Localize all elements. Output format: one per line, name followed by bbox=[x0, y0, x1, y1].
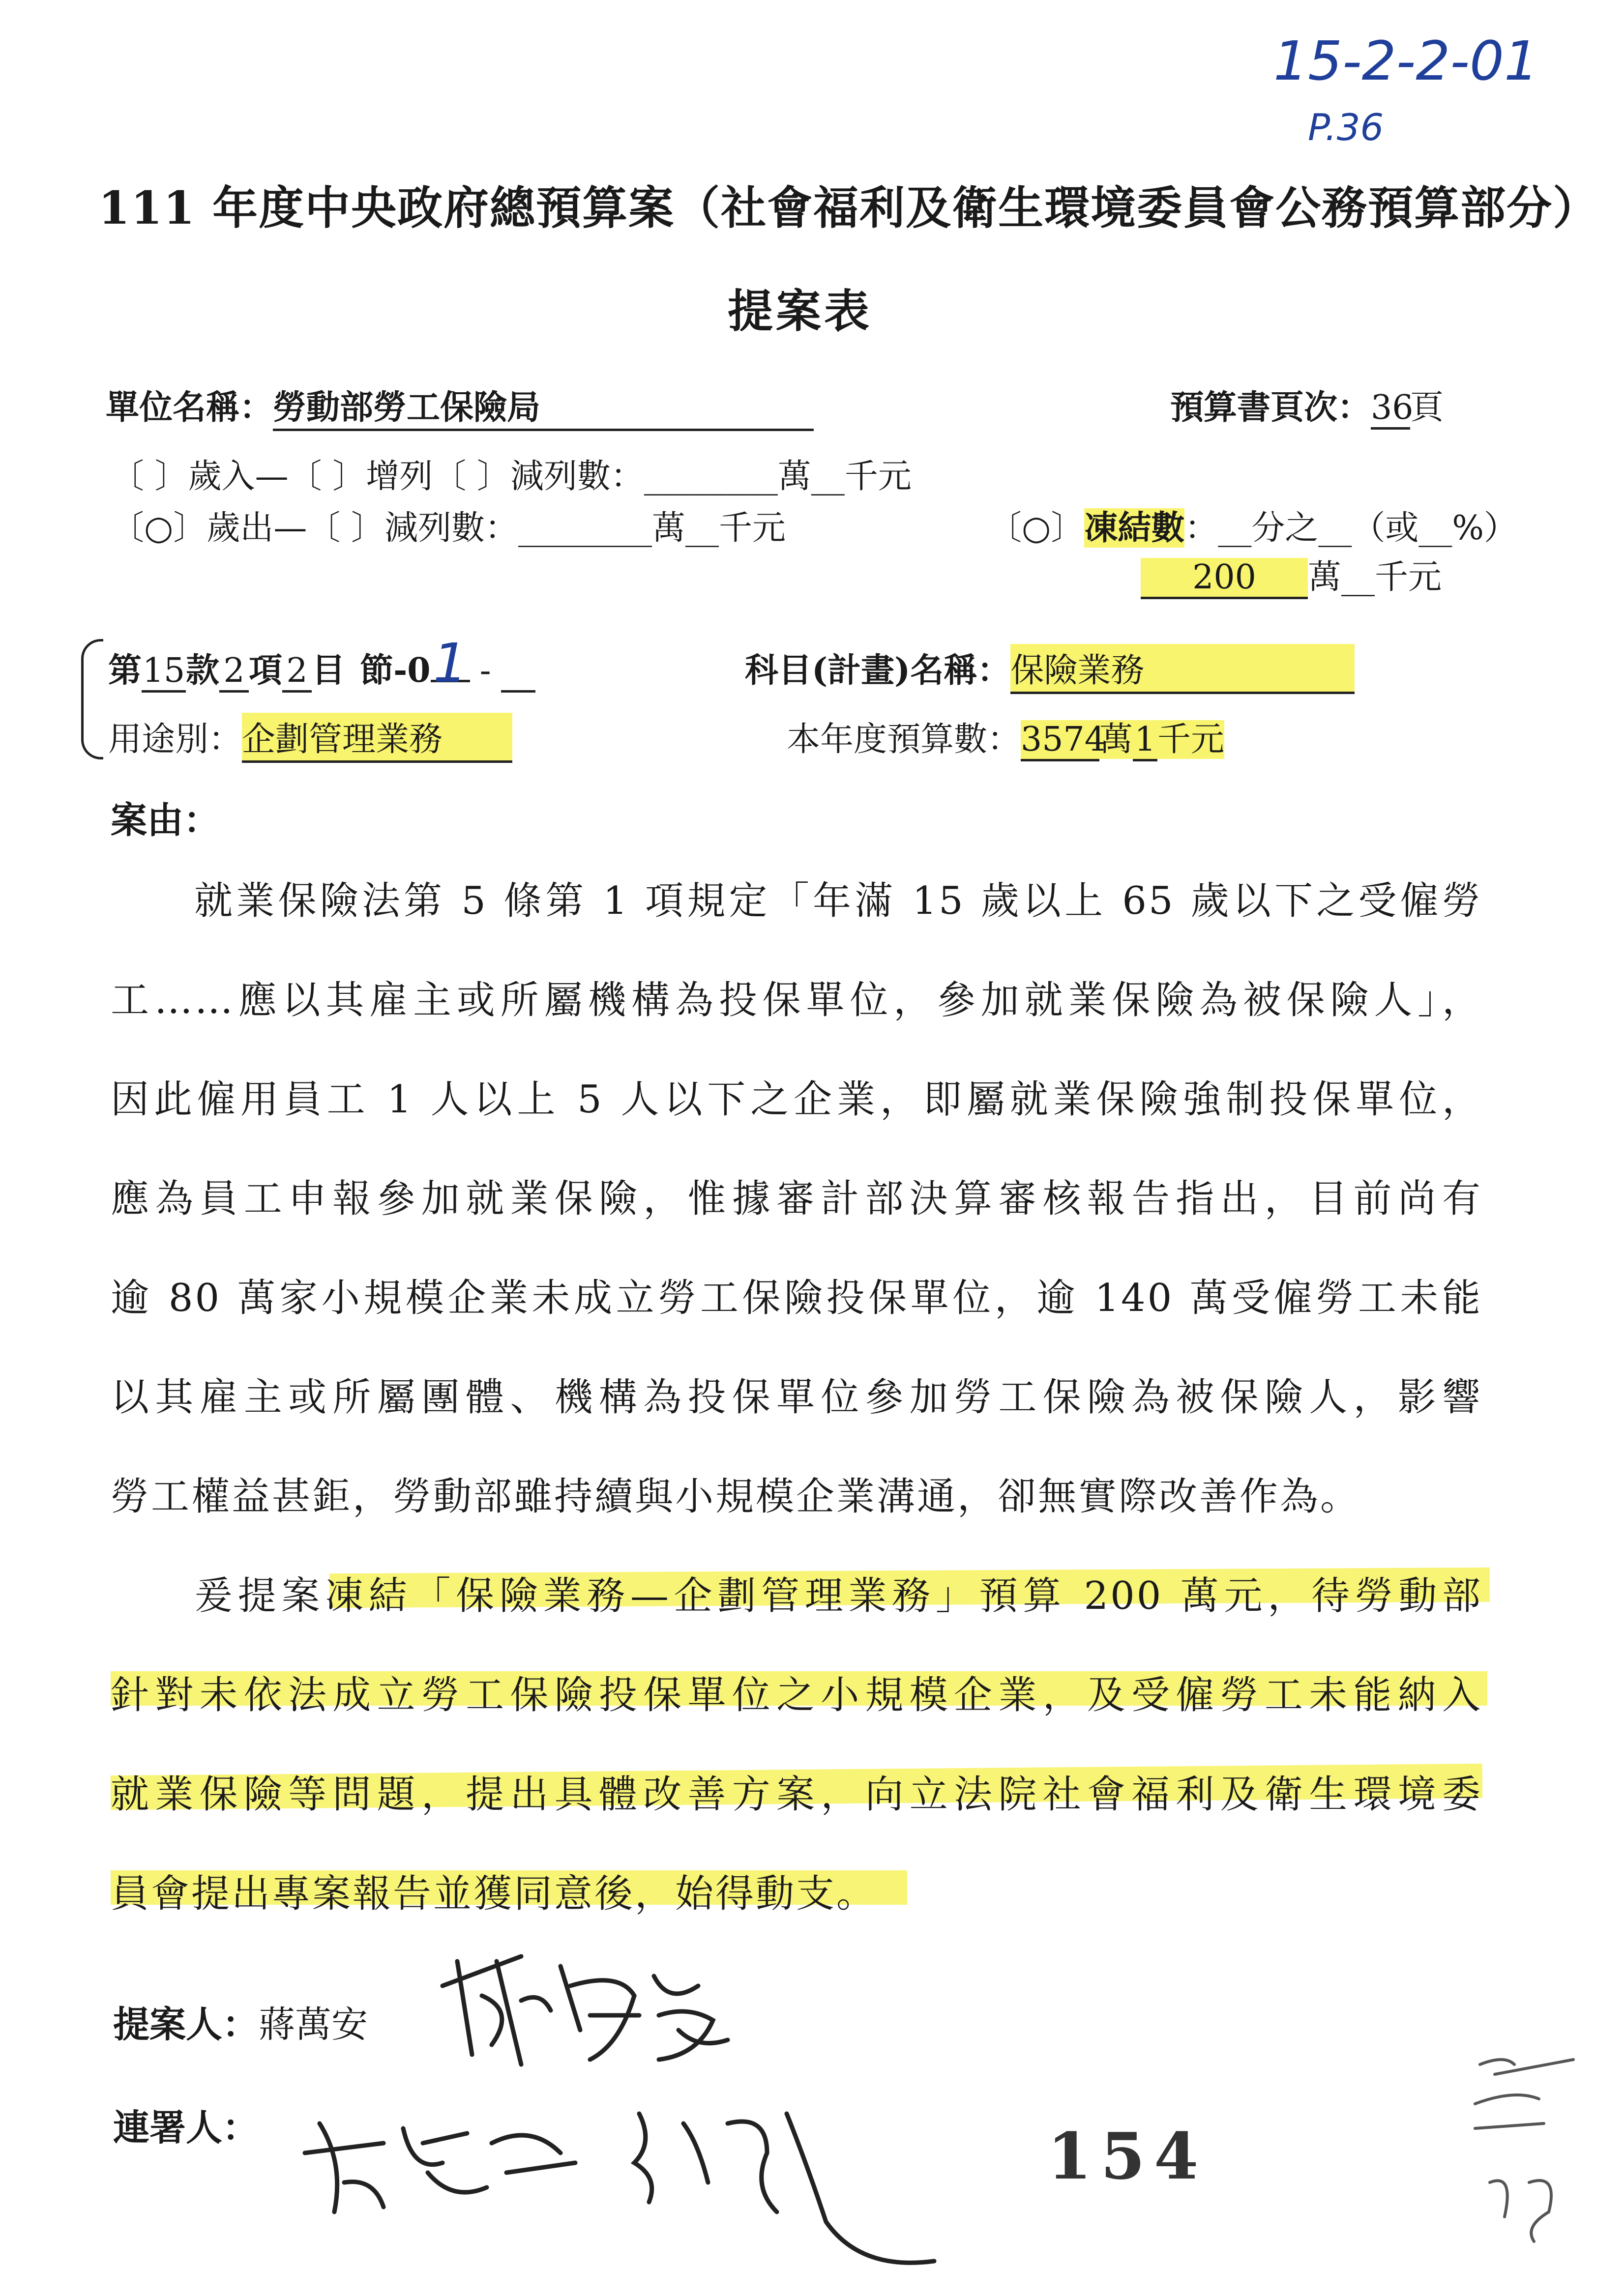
reason-line: 爰提案凍結「保險業務—企劃管理業務」預算 200 萬元，待勞動部 bbox=[194, 1574, 1482, 1618]
reason-line: 就業保險等問題，提出具體改善方案，向立法院社會福利及衛生環境委 bbox=[111, 1773, 1482, 1817]
reason-line: 針對未依法成立勞工保險投保單位之小規模企業，及受僱勞工未能納入 bbox=[111, 1673, 1482, 1717]
page-stamp: 154 bbox=[1047, 2119, 1208, 2194]
margin-note-2 bbox=[1573, 2094, 1583, 2099]
subject-value: 保險業務 bbox=[1010, 644, 1355, 694]
reason-heading: 案由： bbox=[111, 799, 220, 842]
revenue-line: 〔 〕歲入—〔 〕增列〔 〕減列數：________萬__千元 bbox=[111, 457, 912, 496]
proposer-name: 蔣萬安 bbox=[259, 2004, 368, 2046]
section-jie-value: 1 bbox=[431, 646, 470, 682]
budget-page-value: 36 bbox=[1371, 388, 1410, 430]
annual-budget-wan: 3574 bbox=[1021, 720, 1099, 761]
reason-line: 工……應以其雇主或所屬機構為投保單位，參加就業保險為被保險人」， bbox=[111, 978, 1482, 1022]
proposer-label: 提案人： bbox=[113, 2004, 259, 2046]
handwritten-code: 15-2-2-01 bbox=[1273, 29, 1538, 92]
section-jie: 節-0 bbox=[360, 651, 431, 690]
reason-line: 勞工權益甚鉅，勞動部雖持續與小規模企業溝通，卻無實際改善作為。 bbox=[111, 1475, 1361, 1519]
budget-page-label: 預算書頁次： bbox=[1170, 388, 1371, 427]
section-prefix: 第 bbox=[108, 651, 142, 690]
section-tail: - bbox=[479, 651, 491, 690]
cosigner-label: 連署人： bbox=[113, 2107, 259, 2149]
annual-budget-qian: 1 bbox=[1133, 720, 1157, 761]
annual-budget-label: 本年度預算數： bbox=[787, 720, 1021, 759]
reason-line: 應為員工申報參加就業保險，惟據審計部決算審核報告指出，目前尚有 bbox=[111, 1177, 1482, 1221]
reason-line: 就業保險法第 5 條第 1 項規定「年滿 15 歲以上 65 歲以下之受僱勞 bbox=[194, 879, 1482, 923]
annual-budget-qian-label: 千元 bbox=[1157, 720, 1225, 759]
handwritten-page-ref: P.36 bbox=[1308, 106, 1384, 149]
unit-label: 單位名稱： bbox=[106, 388, 273, 427]
section-kuan: 15 bbox=[142, 651, 186, 693]
margin-note-3 bbox=[1573, 2192, 1583, 2198]
reason-line: 因此僱用員工 1 人以上 5 人以下之企業，即屬就業保險強制投保單位， bbox=[111, 1077, 1482, 1122]
page-title: 111 年度中央政府總預算案（社會福利及衛生環境委員會公務預算部分） bbox=[98, 181, 1599, 234]
usage-value: 企劃管理業務 bbox=[242, 713, 512, 763]
freeze-amount: 200 bbox=[1141, 558, 1308, 599]
freeze-prefix: 〔○〕 bbox=[988, 509, 1085, 548]
expense-line: 〔○〕歲出—〔 〕減列數：________萬__千元 bbox=[111, 509, 786, 548]
freeze-label: 凍結數 bbox=[1084, 508, 1185, 548]
section-kuan-label: 款 bbox=[186, 651, 220, 690]
budget-page-suffix: 頁 bbox=[1410, 388, 1444, 427]
page-subtitle: 提案表 bbox=[728, 285, 873, 338]
freeze-fraction: ：__分之__（或__%） bbox=[1184, 509, 1517, 548]
reason-line: 以其雇主或所屬團體、機構為投保單位參加勞工保險為被保險人，影響 bbox=[111, 1375, 1482, 1420]
subject-label: 科目(計畫)名稱： bbox=[745, 651, 1011, 690]
reason-line: 員會提出專案報告並獲同意後，始得動支。 bbox=[111, 1872, 877, 1916]
usage-label: 用途別： bbox=[108, 720, 242, 759]
section-mu-label: 目 bbox=[312, 651, 346, 690]
section-xiang: 2 bbox=[219, 651, 249, 693]
freeze-unit: 萬__千元 bbox=[1308, 558, 1442, 597]
margin-note-1 bbox=[1573, 2045, 1583, 2050]
annual-budget-wan-label: 萬 bbox=[1099, 720, 1133, 759]
unit-value: 勞動部勞工保險局 bbox=[273, 381, 814, 431]
section-mu: 2 bbox=[282, 651, 312, 693]
section-xiang-label: 項 bbox=[249, 651, 283, 690]
reason-line: 逾 80 萬家小規模企業未成立勞工保險投保單位，逾 140 萬受僱勞工未能 bbox=[111, 1276, 1482, 1320]
